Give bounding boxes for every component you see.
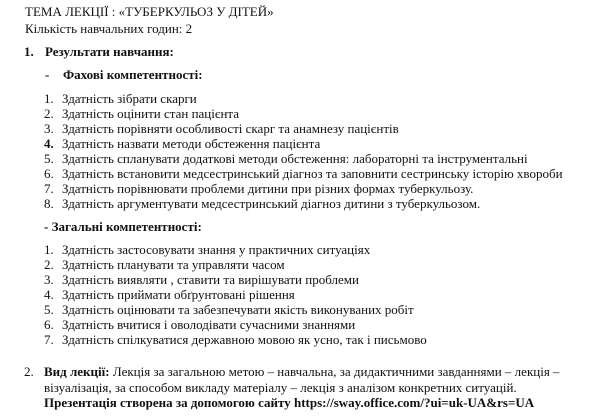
item-text: Здатність назвати методи обстеження пацієнта (62, 136, 321, 151)
hours-count: Кількість навчальних годин: 2 (25, 21, 193, 36)
item-text: Здатність планувати та управляти часом (62, 257, 285, 272)
item-number: 5. (44, 151, 54, 166)
item-text: Здатність виявляти , ставити та вирішувати проблеми (62, 272, 359, 287)
item-text: Здатність встановити медсестринський діагноз та заповнити сестринську історію хвороби (62, 166, 563, 181)
item-number: 2. (44, 257, 54, 272)
item-number: 2. (44, 106, 54, 121)
item-text: Здатність спланувати додаткові методи обстеження: лабораторні та інструментальні (62, 151, 528, 166)
professional-competencies-title: Фахові компетентності: (63, 67, 203, 82)
general-competencies-title: - Загальні компетентності: (44, 219, 202, 234)
section-1-number: 1. (24, 44, 34, 59)
section-2-number: 2. (24, 364, 34, 379)
item-text: Здатність вчитися і оволодівати сучасними знаннями (62, 317, 356, 332)
lecture-type-paragraph (44, 364, 592, 411)
sway-link[interactable]: https://sway.office.com/?ui=uk-UA&rs=UA (293, 395, 535, 410)
item-text: Здатність приймати обґрунтовані рішення (62, 287, 295, 302)
item-text: Здатність аргументувати медсестринський діагноз дитини з туберкульозом. (62, 196, 481, 211)
item-number: 3. (44, 121, 54, 136)
item-number: 6. (44, 166, 54, 181)
item-number: 4. (44, 136, 54, 151)
item-number: 8. (44, 196, 54, 211)
item-text: Здатність оцінювати та забезпечувати якість виконуваних робіт (62, 302, 414, 317)
item-text: Здатність оцінити стан пацієнта (62, 106, 240, 121)
item-number: 1. (44, 242, 54, 257)
item-number: 4. (44, 287, 54, 302)
professional-dash: - (45, 67, 50, 82)
item-number: 1. (44, 91, 54, 106)
item-number: 7. (44, 332, 54, 347)
item-number: 7. (44, 181, 54, 196)
lecture-topic: ТЕМА ЛЕКЦІЇ : «ТУБЕРКУЛЬОЗ У ДІТЕЙ» (25, 4, 274, 19)
presentation-note: Презентація створена за допомогою сайту (44, 395, 294, 410)
item-number: 5. (44, 302, 54, 317)
lecture-type-text: Лекція за загальною метою – навчальна, за дидактичними завданнями – лекція – візуалізація, за способом викладу матеріалу – лекція з аналізом конкретних ситуацій. (44, 364, 560, 395)
item-number: 3. (44, 272, 54, 287)
item-number: 6. (44, 317, 54, 332)
section-1-title: Результати навчання: (45, 44, 174, 59)
item-text: Здатність зібрати скарги (62, 91, 197, 106)
item-text: Здатність порівнювати проблеми дитини при різних формах туберкульозу. (62, 181, 474, 196)
item-text: Здатність застосовувати знання у практичних ситуаціях (62, 242, 371, 257)
lecture-type-label: Вид лекції: (44, 364, 110, 379)
item-text: Здатність спілкуватися державною мовою як усно, так і письмово (62, 332, 427, 347)
item-text: Здатність порівняти особливості скарг та анамнезу пацієнтів (62, 121, 399, 136)
